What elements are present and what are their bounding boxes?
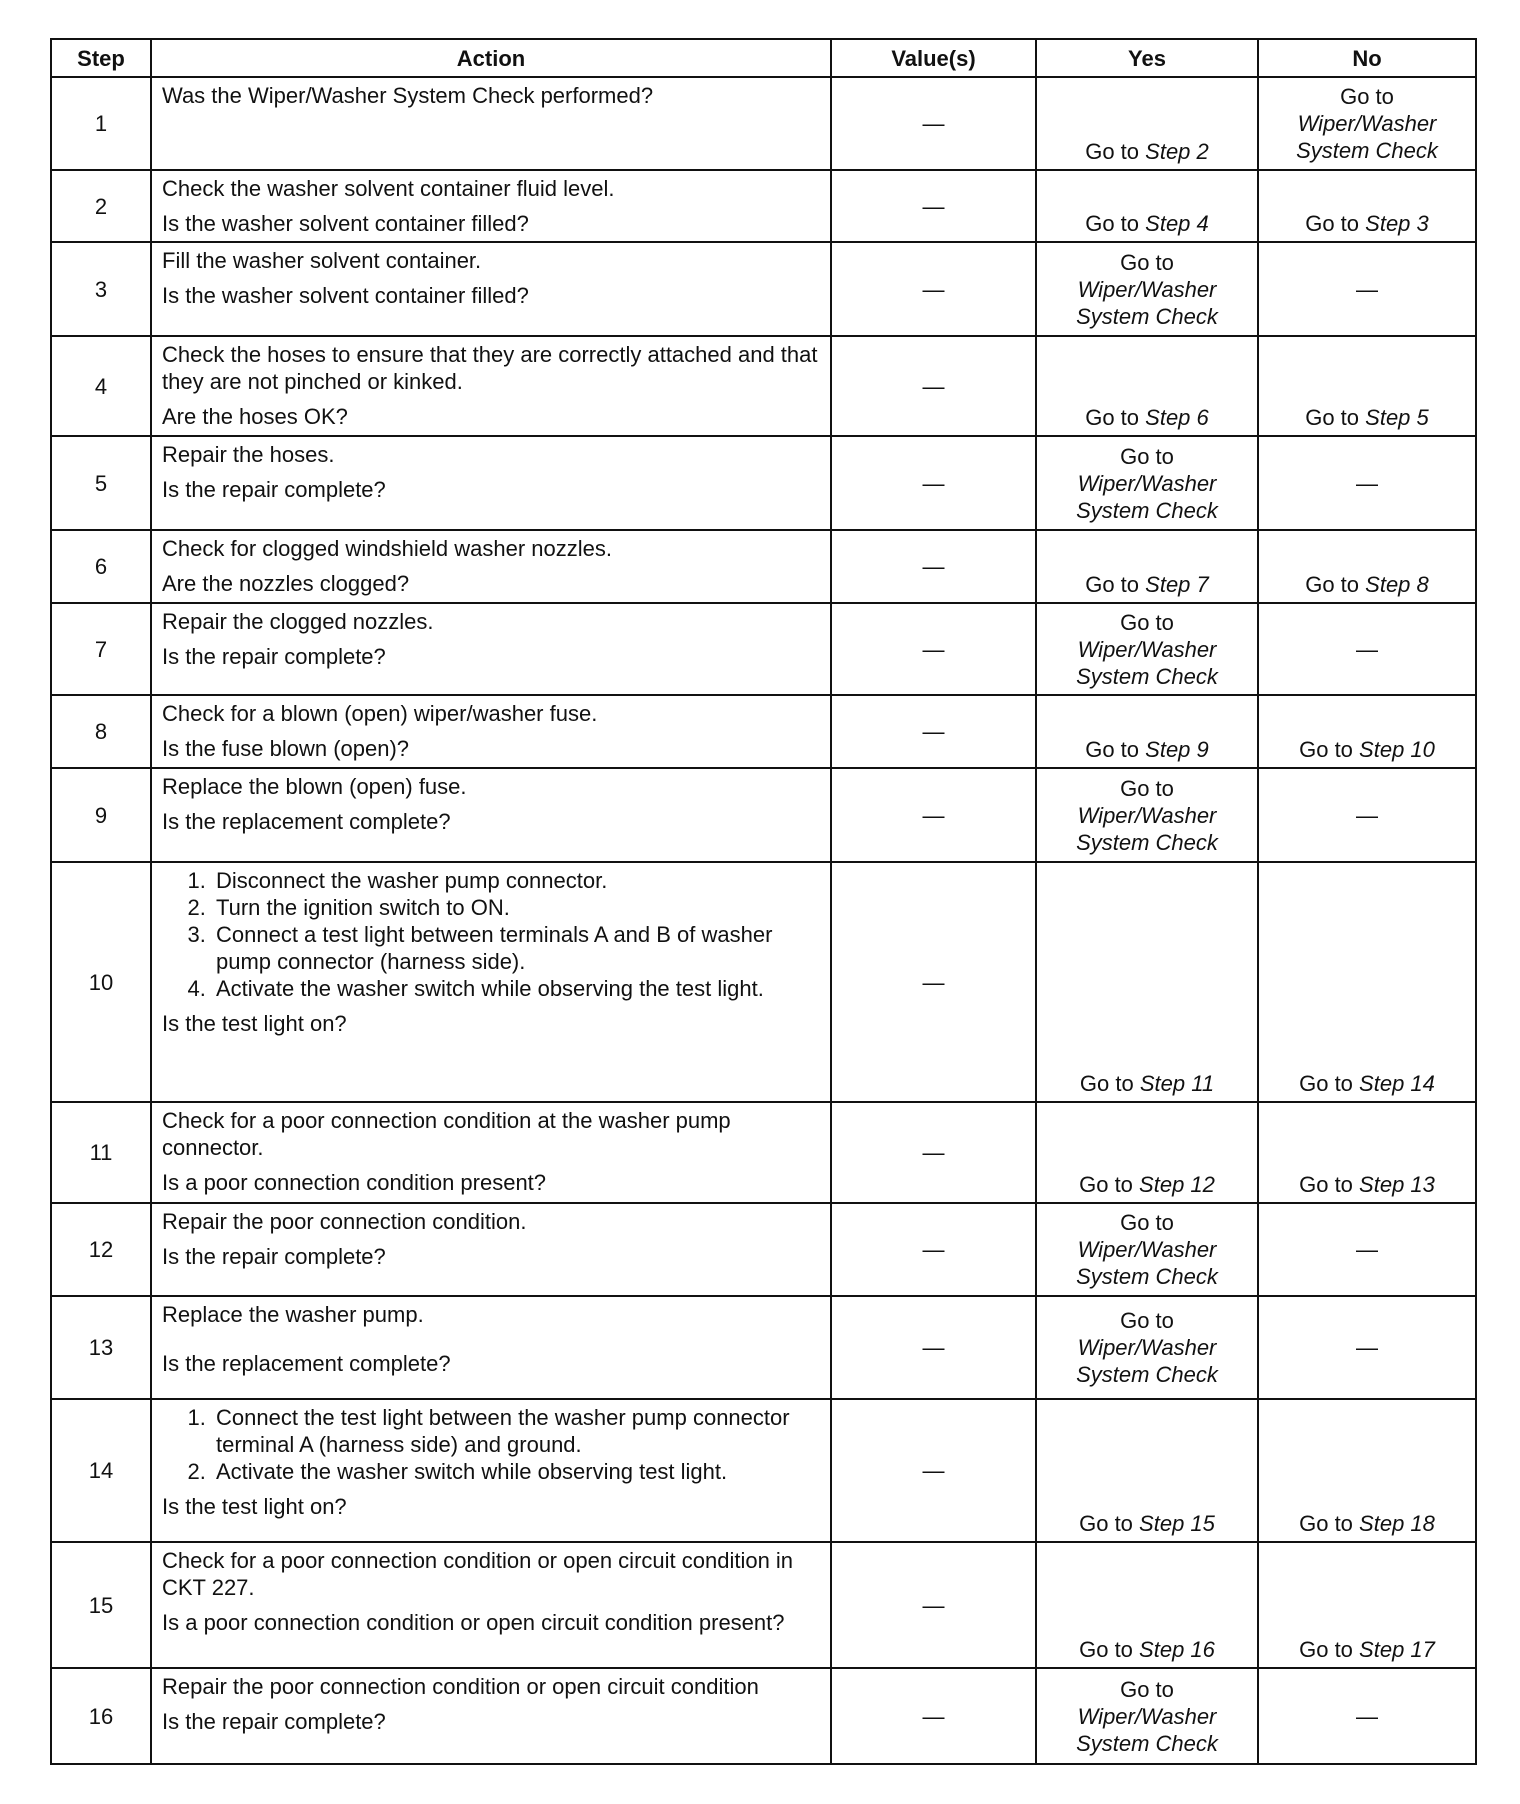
step-number: 6 [51, 530, 151, 603]
action-step: 4. Activate the washer switch while observing the test light. [212, 975, 820, 1002]
step-number: 12 [51, 1203, 151, 1296]
action-cell [151, 1203, 831, 1296]
table-row [51, 1399, 1476, 1542]
goto-link[interactable]: Step 5 [1365, 405, 1429, 430]
value-cell: — [831, 77, 1036, 170]
goto-link[interactable]: Step 8 [1365, 572, 1429, 597]
value-cell: — [831, 768, 1036, 862]
header-step: Step [51, 39, 151, 77]
yes-cell [1036, 1399, 1258, 1542]
goto-link[interactable]: Step 10 [1359, 737, 1435, 762]
action-text: Is the washer solvent container filled? [162, 283, 529, 308]
header-yes: Yes [1036, 39, 1258, 77]
no-cell [1258, 1203, 1476, 1296]
yes-cell [1036, 530, 1258, 603]
goto-link[interactable]: Wiper/Washer System Check [1076, 1335, 1218, 1387]
goto-link[interactable]: Step 4 [1145, 211, 1209, 236]
action-step: 3. Connect a test light between terminals A and B of washer pump connector (harness side). [212, 921, 820, 975]
no-cell-prefix: Go to [1299, 1511, 1353, 1536]
yes-cell-prefix: Go to [1120, 1308, 1174, 1333]
no-cell [1258, 1399, 1476, 1542]
action-cell [151, 170, 831, 242]
no-cell [1258, 336, 1476, 436]
step-number: 7 [51, 603, 151, 695]
step-number: 1 [51, 77, 151, 170]
no-cell-prefix: Go to [1299, 1071, 1353, 1096]
table-row [51, 862, 1476, 1102]
action-step: 1. Disconnect the washer pump connector. [212, 867, 820, 894]
step-number: 5 [51, 436, 151, 530]
step-number: 3 [51, 242, 151, 336]
goto-link[interactable]: Step 6 [1145, 405, 1209, 430]
no-cell-prefix: Go to [1340, 84, 1394, 109]
yes-cell-prefix: Go to [1120, 1676, 1174, 1702]
step-number: 10 [51, 862, 151, 1102]
no-cell [1258, 1542, 1476, 1668]
action-text: Check for a blown (open) wiper/washer fuse. [162, 701, 598, 726]
dash: — [1356, 1703, 1378, 1729]
header-row [51, 39, 1476, 77]
goto-link[interactable]: Wiper/Washer System Check [1076, 1237, 1218, 1289]
header-no: No [1258, 39, 1476, 77]
action-text: Is the repair complete? [162, 1709, 386, 1734]
value-cell: — [831, 1668, 1036, 1764]
dash: — [1356, 1237, 1378, 1262]
yes-cell-prefix: Go to [1079, 1172, 1133, 1197]
goto-link[interactable]: Step 2 [1145, 139, 1209, 164]
goto-link[interactable]: Step 7 [1145, 572, 1209, 597]
table-row [51, 1102, 1476, 1203]
goto-link[interactable]: Wiper/Washer System Check [1076, 802, 1218, 855]
table-row [51, 1296, 1476, 1399]
action-cell [151, 695, 831, 768]
action-cell [151, 242, 831, 336]
action-text: Check the washer solvent container fluid level. [162, 176, 615, 201]
table-row [51, 695, 1476, 768]
step-number: 8 [51, 695, 151, 768]
action-text: Is the replacement complete? [162, 1351, 451, 1376]
step-number: 9 [51, 768, 151, 862]
action-steps-list [162, 867, 820, 1002]
dash: — [1356, 802, 1378, 828]
action-text: Repair the poor connection condition. [162, 1209, 527, 1234]
action-text: Is the repair complete? [162, 644, 386, 669]
goto-link[interactable]: Step 14 [1359, 1071, 1435, 1096]
action-cell [151, 77, 831, 170]
step-number: 11 [51, 1102, 151, 1203]
goto-link[interactable]: Wiper/Washer System Check [1076, 470, 1218, 523]
table-row [51, 170, 1476, 242]
yes-cell [1036, 1296, 1258, 1399]
header-values: Value(s) [831, 39, 1036, 77]
value-cell: — [831, 170, 1036, 242]
yes-cell-prefix: Go to [1079, 1637, 1133, 1662]
step-number: 2 [51, 170, 151, 242]
value-cell: — [831, 530, 1036, 603]
step-number: 13 [51, 1296, 151, 1399]
goto-link[interactable]: Step 3 [1365, 211, 1429, 236]
action-step: 1. Connect the test light between the washer pump connector terminal A (harness side) and ground. [212, 1404, 820, 1458]
yes-cell-prefix: Go to [1079, 1511, 1133, 1536]
value-cell: — [831, 1203, 1036, 1296]
no-cell-prefix: Go to [1305, 572, 1360, 597]
value-cell: — [831, 1102, 1036, 1203]
action-text: Fill the washer solvent container. [162, 248, 482, 273]
yes-cell-prefix: Go to [1079, 1071, 1134, 1096]
action-text: Is a poor connection condition or open circuit condition present? [162, 1610, 785, 1635]
table-row [51, 1203, 1476, 1296]
yes-cell [1036, 1668, 1258, 1764]
no-cell [1258, 1668, 1476, 1764]
action-text: Repair the poor connection condition or open circuit condition [162, 1674, 759, 1699]
table-row [51, 436, 1476, 530]
no-cell-prefix: Go to [1299, 1172, 1353, 1197]
no-cell [1258, 170, 1476, 242]
value-cell: — [831, 436, 1036, 530]
goto-link[interactable]: Step 12 [1139, 1172, 1215, 1197]
table-row [51, 603, 1476, 695]
dash: — [1356, 636, 1378, 662]
goto-link[interactable]: Step 11 [1139, 1071, 1215, 1096]
goto-link[interactable]: Wiper/Washer System Check [1296, 111, 1438, 163]
yes-cell-prefix: Go to [1085, 211, 1140, 236]
yes-cell [1036, 1203, 1258, 1296]
step-number: 16 [51, 1668, 151, 1764]
no-cell-prefix: Go to [1299, 1637, 1353, 1662]
value-cell: — [831, 695, 1036, 768]
value-cell: — [831, 336, 1036, 436]
no-cell [1258, 768, 1476, 862]
goto-link[interactable]: Step 9 [1145, 737, 1209, 762]
action-text: Is the washer solvent container filled? [162, 211, 529, 236]
action-cell [151, 1102, 831, 1203]
dash: — [1356, 470, 1378, 496]
action-text: Replace the blown (open) fuse. [162, 774, 467, 799]
goto-link[interactable]: Wiper/Washer System Check [1076, 1703, 1218, 1756]
value-cell: — [831, 242, 1036, 336]
no-cell-prefix: Go to [1305, 405, 1360, 430]
action-text: Was the Wiper/Washer System Check performed? [162, 83, 654, 108]
no-cell [1258, 1102, 1476, 1203]
no-cell [1258, 436, 1476, 530]
action-cell [151, 336, 831, 436]
action-text: Is the test light on? [162, 1494, 347, 1519]
table-row [51, 768, 1476, 862]
yes-cell [1036, 695, 1258, 768]
table-row [51, 1542, 1476, 1668]
action-cell [151, 603, 831, 695]
diagnostic-table [50, 38, 1477, 1765]
action-text: Are the nozzles clogged? [162, 571, 410, 596]
table-row [51, 336, 1476, 436]
action-cell [151, 436, 831, 530]
action-step: 2. Activate the washer switch while observing test light. [212, 1458, 820, 1485]
action-text: Check for clogged windshield washer nozzles. [162, 536, 613, 561]
action-text: Replace the washer pump. [162, 1302, 424, 1327]
yes-cell [1036, 768, 1258, 862]
yes-cell-prefix: Go to [1120, 775, 1174, 801]
no-cell [1258, 1296, 1476, 1399]
yes-cell-prefix: Go to [1085, 139, 1140, 164]
value-cell: — [831, 1296, 1036, 1399]
no-cell [1258, 530, 1476, 603]
value-cell: — [831, 862, 1036, 1102]
action-step: 2. Turn the ignition switch to ON. [212, 894, 820, 921]
table-row [51, 530, 1476, 603]
no-cell [1258, 242, 1476, 336]
yes-cell-prefix: Go to [1120, 443, 1174, 469]
dash: — [1356, 276, 1378, 302]
table-row [51, 242, 1476, 336]
action-cell [151, 1296, 831, 1399]
action-text: Is a poor connection condition present? [162, 1170, 547, 1195]
action-text: Is the test light on? [162, 1011, 347, 1036]
yes-cell-prefix: Go to [1085, 572, 1140, 597]
goto-link[interactable]: Step 18 [1359, 1511, 1435, 1536]
value-cell: — [831, 1542, 1036, 1668]
action-text: Are the hoses OK? [162, 404, 348, 429]
dash: — [1356, 1335, 1378, 1360]
action-text: Repair the clogged nozzles. [162, 609, 434, 634]
action-text: Is the replacement complete? [162, 809, 451, 834]
goto-link[interactable]: Step 15 [1139, 1511, 1215, 1536]
yes-cell [1036, 1542, 1258, 1668]
step-number: 15 [51, 1542, 151, 1668]
action-text: Is the repair complete? [162, 1244, 386, 1269]
header-action: Action [151, 39, 831, 77]
yes-cell [1036, 436, 1258, 530]
yes-cell-prefix: Go to [1085, 737, 1140, 762]
no-cell [1258, 603, 1476, 695]
action-text: Check for a poor connection condition at the washer pump connector. [162, 1108, 731, 1160]
yes-cell-prefix: Go to [1120, 1210, 1174, 1235]
action-text: Is the repair complete? [162, 477, 386, 502]
yes-cell [1036, 242, 1258, 336]
action-cell [151, 530, 831, 603]
yes-cell [1036, 336, 1258, 436]
no-cell-prefix: Go to [1305, 211, 1360, 236]
yes-cell-prefix: Go to [1085, 405, 1140, 430]
goto-link[interactable]: Wiper/Washer System Check [1076, 636, 1218, 689]
table-body [51, 77, 1476, 1764]
yes-cell-prefix: Go to [1120, 249, 1174, 275]
goto-link[interactable]: Wiper/Washer System Check [1076, 276, 1218, 329]
step-number: 14 [51, 1399, 151, 1542]
action-cell [151, 1668, 831, 1764]
yes-cell [1036, 170, 1258, 242]
action-text: Is the fuse blown (open)? [162, 736, 410, 761]
goto-link[interactable]: Step 16 [1139, 1637, 1215, 1662]
value-cell: — [831, 603, 1036, 695]
yes-cell [1036, 1102, 1258, 1203]
goto-link[interactable]: Step 17 [1359, 1637, 1435, 1662]
yes-cell [1036, 603, 1258, 695]
action-text: Check for a poor connection condition or open circuit condition in CKT 227. [162, 1548, 794, 1600]
no-cell-prefix: Go to [1299, 737, 1353, 762]
table-row [51, 1668, 1476, 1764]
action-cell [151, 862, 831, 1102]
step-number: 4 [51, 336, 151, 436]
action-text: Repair the hoses. [162, 442, 335, 467]
action-cell [151, 768, 831, 862]
no-cell [1258, 862, 1476, 1102]
yes-cell-prefix: Go to [1120, 609, 1174, 635]
action-steps-list [162, 1404, 820, 1485]
value-cell: — [831, 1399, 1036, 1542]
action-cell [151, 1542, 831, 1668]
yes-cell [1036, 862, 1258, 1102]
yes-cell [1036, 77, 1258, 170]
goto-link[interactable]: Step 13 [1359, 1172, 1435, 1197]
no-cell [1258, 77, 1476, 170]
no-cell [1258, 695, 1476, 768]
action-text: Check the hoses to ensure that they are correctly attached and that they are not pinched or kinked. [162, 342, 818, 394]
action-cell [151, 1399, 831, 1542]
table-row [51, 77, 1476, 170]
